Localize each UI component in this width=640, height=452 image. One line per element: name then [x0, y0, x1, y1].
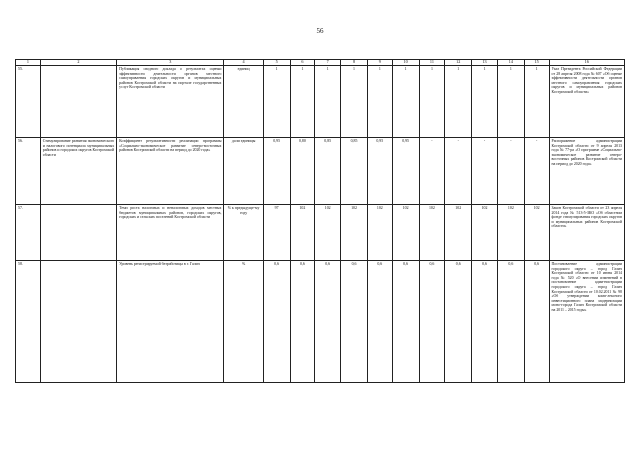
value-cell: 0,6 — [419, 261, 445, 383]
column-number: 7 — [315, 60, 341, 66]
indicator-cell: Темп роста налоговых и неналоговых доходов местных бюджетов муниципальных районов, городских округов, городских и сельских поселений Костромской области — [117, 205, 224, 261]
value-cell: 0,6 — [497, 261, 524, 383]
value-cell: 1 — [419, 66, 445, 138]
value-cell: 0,6 — [524, 261, 549, 383]
row-number: 55. — [16, 66, 41, 138]
value-cell: 0,6 — [315, 261, 341, 383]
value-cell: 102 — [341, 205, 368, 261]
goal-cell — [40, 261, 116, 383]
column-number: 6 — [290, 60, 315, 66]
value-cell: 1 — [472, 66, 498, 138]
column-number: 8 — [341, 60, 368, 66]
value-cell: 1 — [392, 66, 419, 138]
value-cell: 0,85 — [315, 138, 341, 205]
value-cell: 0,6 — [445, 261, 472, 383]
value-cell: 0,80 — [290, 138, 315, 205]
indicator-cell: Коэффициент результативности реализации программы «Социально-экономическое развитие северо-восточных районов Костромской области на период до 2020 года» — [117, 138, 224, 205]
value-cell: 102 — [290, 205, 315, 261]
value-cell: 102 — [497, 205, 524, 261]
value-cell: 0,95 — [263, 138, 290, 205]
unit-cell: % — [224, 261, 263, 383]
row-number: 57. — [16, 205, 41, 261]
unit-cell: доли единицы — [224, 138, 263, 205]
table-row-58 — [16, 261, 625, 383]
value-cell: 0,85 — [341, 138, 368, 205]
value-cell: - — [419, 138, 445, 205]
column-number: 10 — [392, 60, 419, 66]
column-number: 13 — [472, 60, 498, 66]
value-cell: 0,6 — [341, 261, 368, 383]
table-row-57 — [16, 205, 625, 261]
indicator-cell: Публикация сводного доклада о результатах оценки эффективности деятельности органов местного самоуправления городских округов и муниципальных районов Костромской области на портале государственных услуг Костромской области — [117, 66, 224, 138]
basis-cell: Постановление администрации городского округа – город Галич Костромской области от 10 июня 2014 года № 520 «О внесении изменений в постановление адми-нистрации городского округа – город Галич Костромской области от 10.02.2011 № 98 «Об утверждении комп-лексного инвестиционного плана модернизации моно-города Галич Костромской области на 2011 – 2015 годы» — [549, 261, 624, 383]
value-cell: 102 — [419, 205, 445, 261]
column-number: 16 — [549, 60, 624, 66]
basis-cell: Закон Костромской области от 23 апреля 2014 года № 513-5-ЗКО «Об областном фонде стимулирования городских округов и муниципальных районов Костромской области» — [549, 205, 624, 261]
value-cell: - — [445, 138, 472, 205]
value-cell: 1 — [524, 66, 549, 138]
value-cell: 1 — [367, 66, 392, 138]
column-number: 4 — [224, 60, 263, 66]
value-cell: 102 — [367, 205, 392, 261]
value-cell: 102 — [472, 205, 498, 261]
column-number: 12 — [445, 60, 472, 66]
column-number: 5 — [263, 60, 290, 66]
goal-cell — [40, 66, 116, 138]
value-cell: 0,95 — [367, 138, 392, 205]
column-number: 1 — [16, 60, 41, 66]
value-cell: 102 — [445, 205, 472, 261]
value-cell: - — [472, 138, 498, 205]
value-cell: - — [524, 138, 549, 205]
value-cell: - — [497, 138, 524, 205]
goal-cell: Стимулирование развития экономического и налогового потенциала муниципальных районов и городских округов Костромской области — [40, 138, 116, 205]
indicator-cell: Уровень регистрируемой безработицы в г. Галич — [117, 261, 224, 383]
value-cell: 102 — [392, 205, 419, 261]
row-number: 58. — [16, 261, 41, 383]
page-number: 56 — [316, 27, 324, 35]
value-cell: 0,6 — [472, 261, 498, 383]
value-cell: 102 — [315, 205, 341, 261]
value-cell: 1 — [341, 66, 368, 138]
value-cell: 0,6 — [392, 261, 419, 383]
value-cell: 1 — [445, 66, 472, 138]
value-cell: 1 — [315, 66, 341, 138]
value-cell: 0,95 — [392, 138, 419, 205]
unit-cell: % к предыдуще-му году — [224, 205, 263, 261]
row-number: 56. — [16, 138, 41, 205]
column-number: 2 — [40, 60, 116, 66]
table-row-55 — [16, 66, 625, 138]
value-cell: 97 — [263, 205, 290, 261]
basis-cell: Указ Президента Российской Федерации от 28 апреля 2008 года № 607 «Об оценке эффективности деятельности органов местного самоуправления городских округов и муниципальных районов Костромской области» — [549, 66, 624, 138]
value-cell: 1 — [497, 66, 524, 138]
unit-cell: единиц — [224, 66, 263, 138]
goal-cell — [40, 205, 116, 261]
value-cell: 0,6 — [367, 261, 392, 383]
indicators-table — [15, 59, 625, 383]
column-number: 14 — [497, 60, 524, 66]
value-cell: 102 — [524, 205, 549, 261]
value-cell: 1 — [290, 66, 315, 138]
column-number: 11 — [419, 60, 445, 66]
column-number: 3 — [117, 60, 224, 66]
value-cell: 1 — [263, 66, 290, 138]
value-cell: 0,6 — [290, 261, 315, 383]
basis-cell: Распоряжение администрации Костромской области от 9 апреля 2013 года № 77-ра «О программе «Социально-экономическое развитие северо-восточных районов Костромской области на период до 2020 года» — [549, 138, 624, 205]
table-row-56 — [16, 138, 625, 205]
column-number: 9 — [367, 60, 392, 66]
column-number: 15 — [524, 60, 549, 66]
value-cell: 0,6 — [263, 261, 290, 383]
